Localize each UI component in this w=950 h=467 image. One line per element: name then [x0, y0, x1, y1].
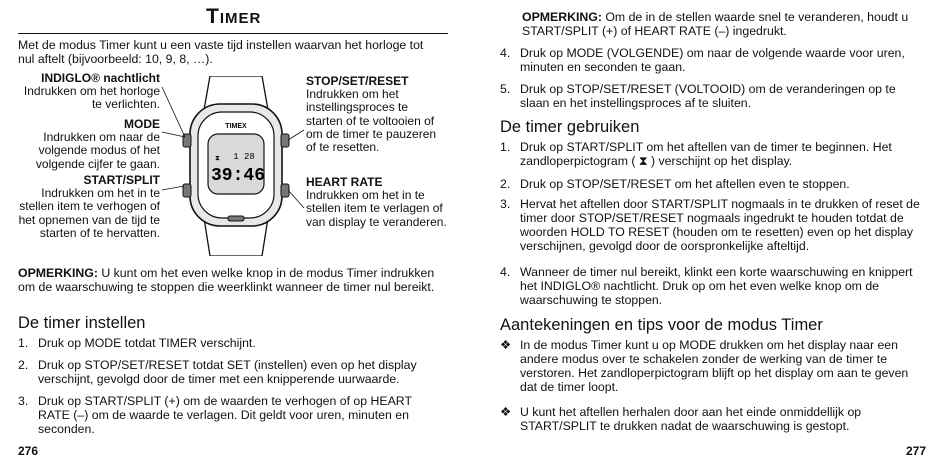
step-number: 2. [18, 358, 29, 372]
note-right [522, 10, 930, 38]
tip-item [500, 338, 930, 396]
leader-start-split [162, 186, 184, 190]
leader-stop-set-reset [288, 130, 304, 140]
tip-item [500, 405, 930, 435]
note-right-label: OPMERKING: [522, 10, 602, 24]
callout-stop-set-reset-text: Indrukken om het instellingsproces te starten of te voltooien of om de timer te pauzeren of te resetten. [306, 87, 437, 155]
section-heading-gebruiken: De timer gebruiken [500, 118, 640, 136]
callout-heart-rate-text: Indrukken om het in te stellen item te verlagen of van display te veranderen. [306, 188, 447, 229]
note-left-text: U kunt om het even welke knop in de modus Timer indrukken om de waarschuwing te stoppen die weerklinkt wanneer de timer nul bereikt. [18, 266, 435, 294]
hourglass-icon: ⧗ [215, 154, 220, 162]
step-number: 4. [500, 46, 511, 60]
callout-heart-rate-label: HEART RATE [306, 175, 383, 189]
step-item [500, 265, 930, 309]
step-number: 3. [18, 394, 29, 408]
step-text: Druk op START/SPLIT (+) om de waarden te verhogen of op HEART RATE (–) om de waarde te verlagen. Dit geldt voor uren, minuten en seconden. [38, 394, 412, 436]
step-text: Druk op MODE totdat TIMER verschijnt. [38, 336, 256, 350]
step-text: Wanneer de timer nul bereikt, klinkt een korte waarschuwing en knippert het INDIGLO® nachtlicht. Druk op om het even welke knop om de waarschuwing te stoppen. [520, 265, 913, 307]
step-text: Druk op STOP/SET/RESET totdat SET (instellen) even op het display verschijnt, gevolgd door de timer met een knipperende uurwaarde. [38, 358, 417, 386]
tip-text: In de modus Timer kunt u op MODE drukken om het display naar een andere modus over te schakelen zonder de werking van de timer te verstoren. Het zandloperpictogram blijft op het display om aan te geven dat de timer loopt. [520, 338, 909, 394]
right-page [500, 0, 932, 467]
section-heading-instellen: De timer instellen [18, 314, 146, 332]
step-item [500, 197, 930, 255]
watch-brand: TIMEX [225, 123, 247, 130]
leader-mode [162, 132, 185, 137]
callout-mode-label: MODE [124, 117, 160, 131]
watch-display-main: 39:46 [210, 166, 266, 186]
step-item [18, 358, 446, 388]
page-number-left: 276 [18, 444, 39, 458]
watch-display-top: 1 28 [233, 152, 255, 162]
step-number: 2. [500, 177, 511, 191]
callout-leader-lines [18, 0, 448, 260]
callout-start-split-text: Indrukken om het in te stellen item te verhogen of het opnemen van de tijd te starten of te hervatten. [18, 186, 160, 240]
step-number: 1. [500, 140, 511, 154]
note-left [18, 266, 446, 294]
callout-indiglo-text: Indrukken om het horloge te verlichten. [23, 84, 160, 112]
section-heading-tips: Aantekeningen en tips voor de modus Timer [500, 316, 823, 334]
left-page [18, 0, 448, 467]
step-item [500, 82, 930, 112]
step-text: Hervat het aftellen door START/SPLIT nogmaals in te drukken of reset de timer door STOP/SET/RESET nogmaals ingedrukt te houden totdat de woorden HOLD TO RESET (houden om te resetten) even op het display verschijnen, gevolgd door de oorspronkelijke afteltijd. [520, 197, 920, 253]
diamond-bullet-icon: ❖ [500, 338, 512, 352]
callout-start-split-label: START/SPLIT [83, 173, 160, 187]
leader-heart-rate [288, 190, 304, 208]
leader-indiglo [162, 87, 185, 137]
intro-text: Met de modus Timer kunt u een vaste tijd instellen waarvan het horloge tot nul aftelt (bijvoorbeeld: 10, 9, 8, …). [18, 38, 424, 66]
callout-stop-set-reset-label: STOP/SET/RESET [306, 74, 409, 88]
note-right-text: Om de in de stellen waarde snel te veranderen, houdt u START/SPLIT (+) of HEART RATE (–) ingedrukt. [522, 10, 909, 38]
note-left-label: OPMERKING: [18, 266, 98, 280]
step-item [18, 394, 446, 438]
step-item [18, 336, 446, 352]
step-item [500, 46, 930, 76]
step-text: Druk op START/SPLIT om het aftellen van de timer te beginnen. Het zandloperpictogram ( ⧗ ) verschijnt op het display. [520, 140, 892, 168]
page-title: Timer [206, 5, 262, 28]
step-item [500, 177, 930, 193]
step-item [500, 140, 930, 170]
page-number-right: 277 [906, 444, 927, 458]
tip-text: U kunt het aftellen herhalen door aan het einde onmiddellijk op START/SPLIT te drukken nadat de waarschuwing is gestopt. [520, 405, 862, 433]
callout-indiglo-label: INDIGLO® nachtlicht [41, 71, 160, 85]
step-text: Druk op STOP/SET/RESET (VOLTOOID) om de veranderingen op te slaan en het instellingsproces af te sluiten. [520, 82, 896, 110]
step-text: Druk op STOP/SET/RESET om het aftellen even te stoppen. [520, 177, 850, 191]
step-number: 1. [18, 336, 29, 350]
step-text: Druk op MODE (VOLGENDE) om naar de volgende waarde voor uren, minuten en seconden te gaan. [520, 46, 905, 74]
step-number: 3. [500, 197, 511, 211]
step-number: 4. [500, 265, 511, 279]
diamond-bullet-icon: ❖ [500, 405, 512, 419]
callout-mode-text: Indrukken om naar de volgende modus of het volgende cijfer te gaan. [35, 130, 160, 171]
step-number: 5. [500, 82, 511, 96]
